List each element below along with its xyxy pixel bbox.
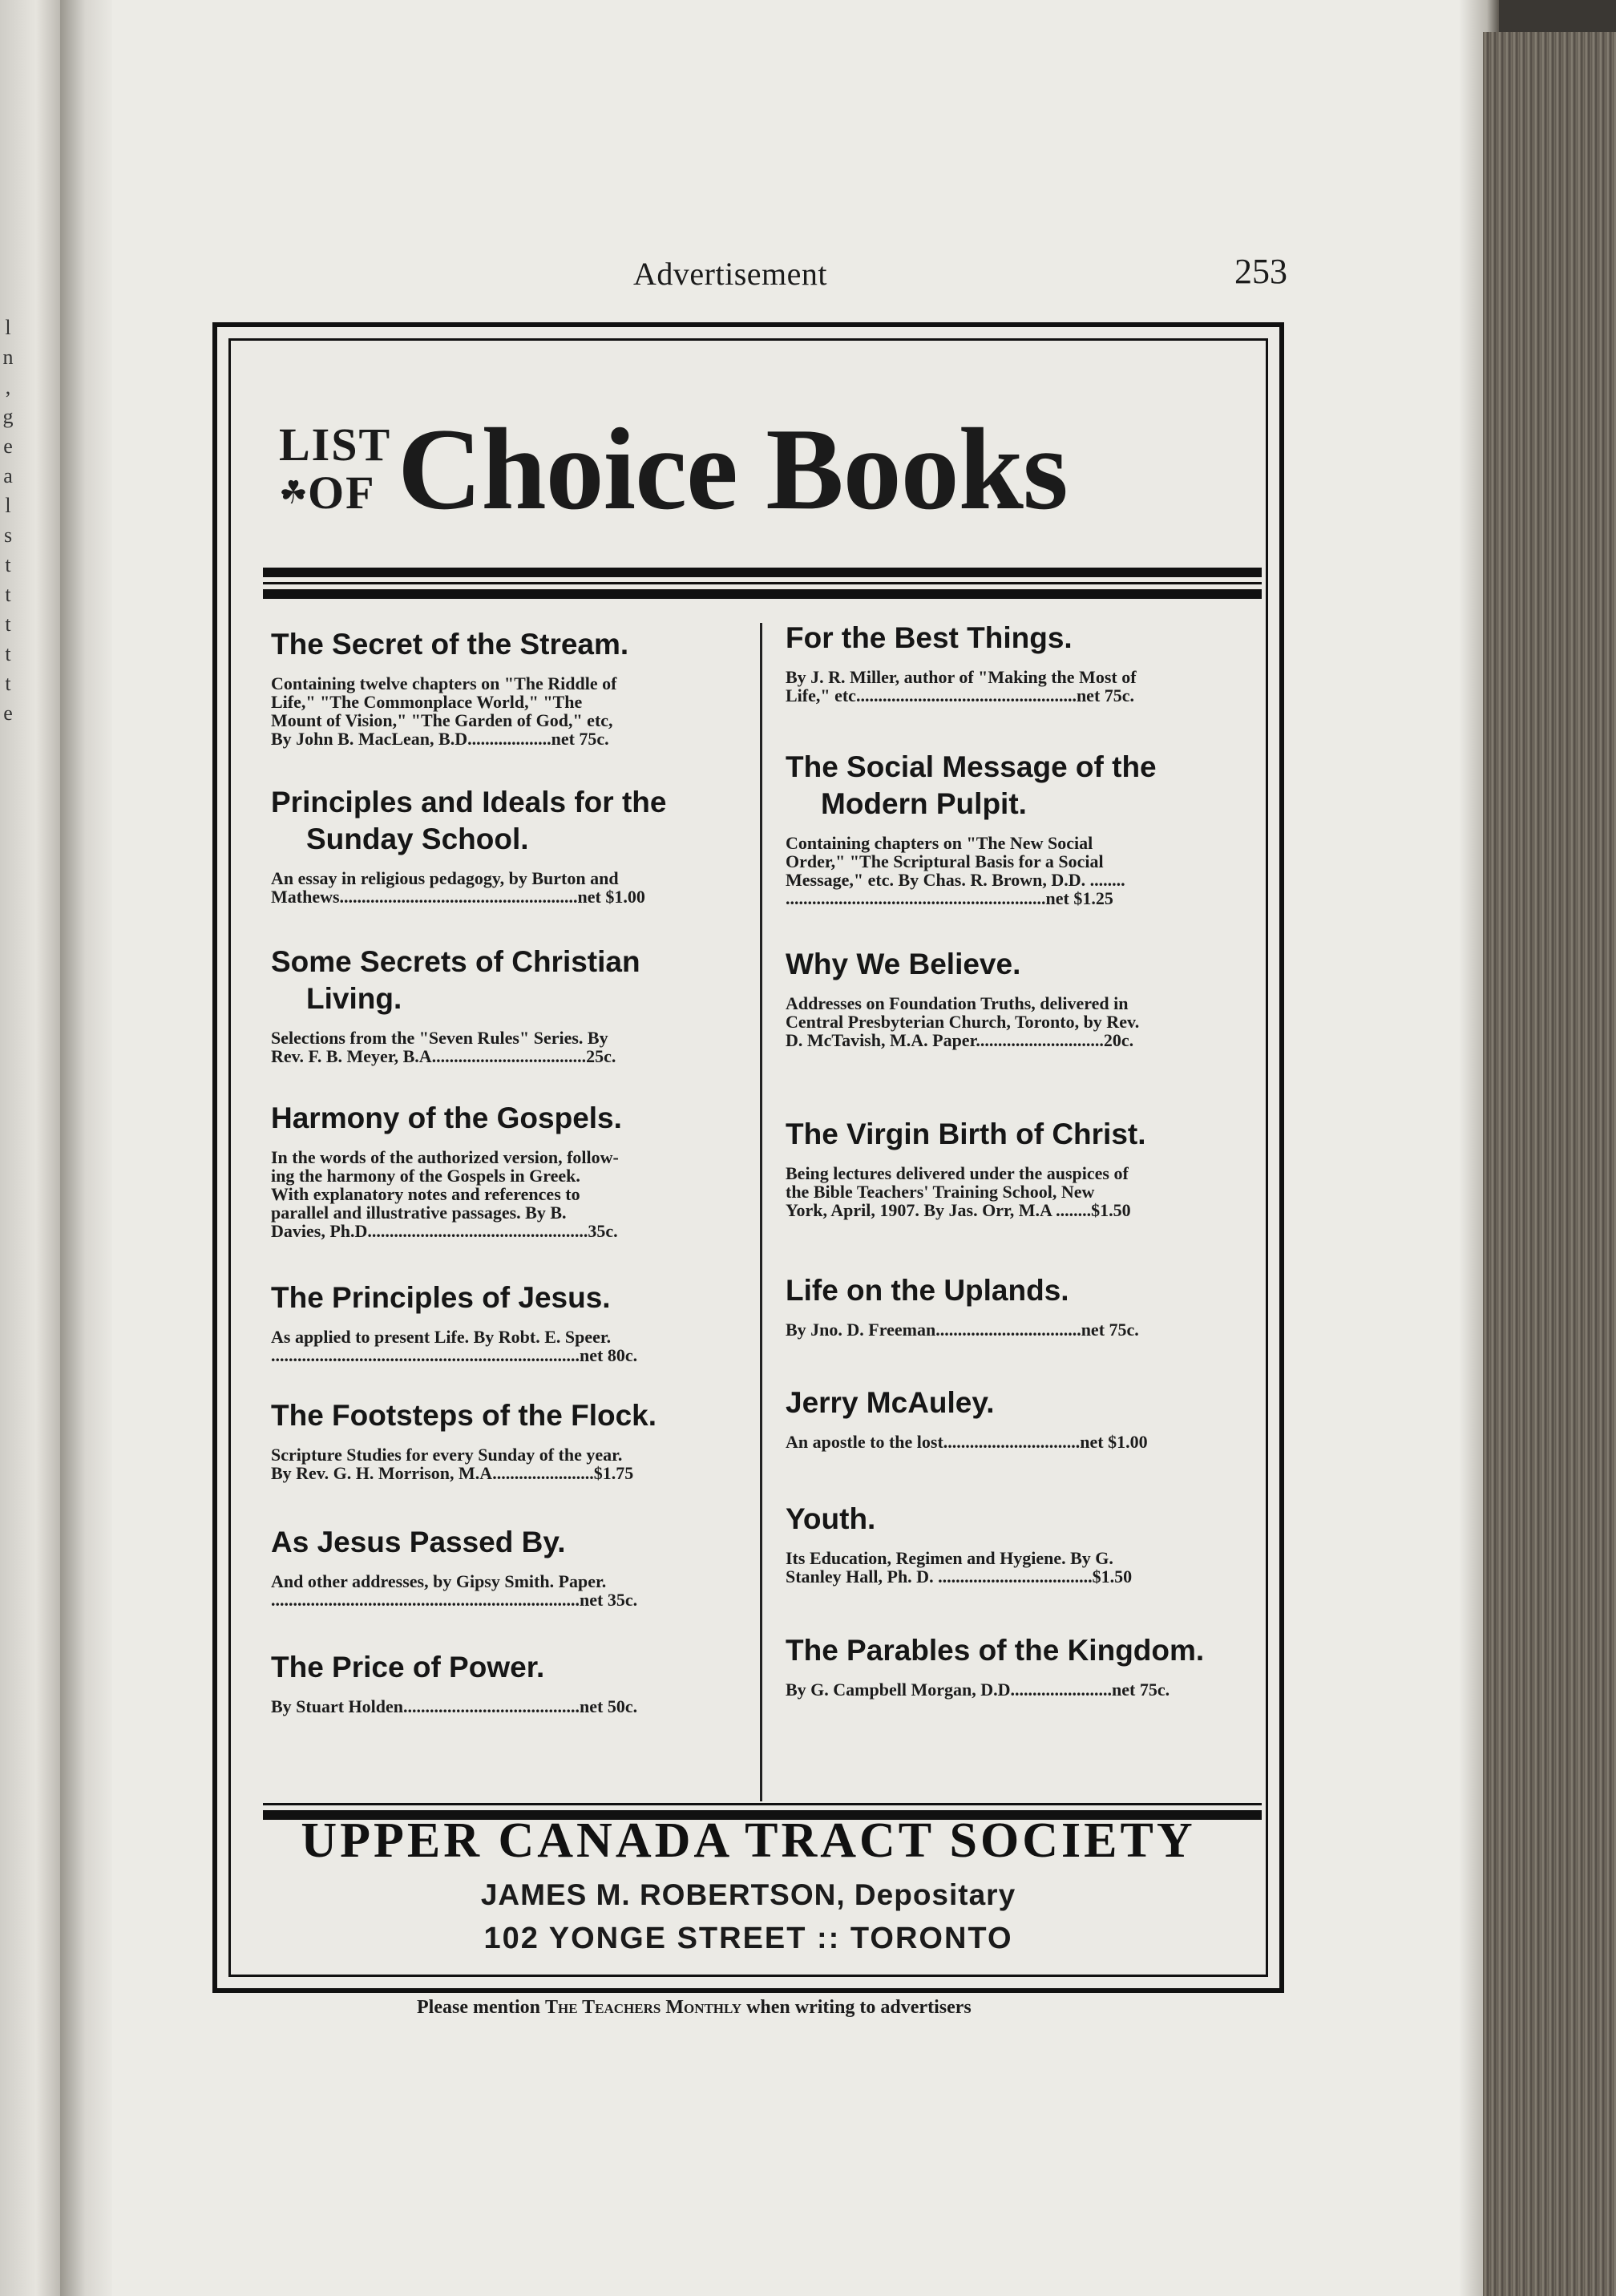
column-divider: [760, 623, 762, 1801]
facing-page-letter: t: [5, 672, 11, 695]
book-entry: [271, 1649, 752, 1716]
book-title: [786, 946, 1258, 983]
facing-page-letter: t: [5, 612, 11, 636]
book-description-line: An apostle to the lost...............................net $1.00: [786, 1432, 1148, 1452]
book-entry: [786, 749, 1258, 907]
book-description-line: Message," etc. By Chas. R. Brown, D.D. ........: [786, 870, 1125, 890]
book-description-line: Containing twelve chapters on "The Riddle of: [271, 673, 617, 693]
clover-ornament-icon: ☘: [279, 475, 308, 511]
footer-suffix: when writing to advertisers: [741, 1997, 972, 2018]
book-description: [786, 1549, 1258, 1586]
book-title-line: Sunday School.: [306, 823, 529, 855]
book-title: [786, 749, 1258, 823]
book-title-line: As Jesus Passed By.: [271, 1526, 566, 1558]
book-description-line: By John B. MacLean, B.D...................net 75c.: [271, 729, 609, 749]
book-title: [271, 1279, 752, 1316]
facing-page-text-edge: [0, 313, 16, 728]
book-title-line: The Parables of the Kingdom.: [786, 1634, 1205, 1667]
book-title-line: Harmony of the Gospels.: [271, 1102, 622, 1134]
book-title-line: The Social Message of the: [786, 750, 1157, 783]
book-title-line: Life on the Uplands.: [786, 1274, 1069, 1307]
book-entry: [271, 1100, 752, 1240]
book-description-line: ......................................................................net 35c.: [271, 1590, 638, 1610]
book-entry: [271, 1279, 752, 1364]
book-fore-edge: [1483, 32, 1616, 2296]
book-title-line: Principles and Ideals for the: [271, 786, 667, 819]
book-title: [271, 944, 752, 1017]
book-description-line: the Bible Teachers' Training School, New: [786, 1182, 1095, 1202]
book-entry: [786, 1501, 1258, 1586]
facing-page-letter: t: [5, 583, 11, 606]
book-description-line: By Jno. D. Freeman.................................net 75c.: [786, 1320, 1139, 1340]
book-title: [271, 1649, 752, 1686]
book-description-line: Stanley Hall, Ph. D. ...................................$1.50: [786, 1566, 1133, 1587]
book-description: [786, 834, 1258, 907]
book-title-line: The Secret of the Stream.: [271, 628, 629, 661]
book-description-line: Life," etc..................................................net 75c.: [786, 685, 1135, 705]
top-rule-band: [263, 568, 1262, 599]
facing-page: [0, 0, 60, 2296]
book-title: [271, 1100, 752, 1137]
book-description: [271, 1328, 752, 1364]
book-description-line: Selections from the "Seven Rules" Series. By: [271, 1028, 608, 1048]
book-title: [786, 1501, 1258, 1538]
book-description: [271, 1572, 752, 1609]
book-entry: [271, 1524, 752, 1609]
facing-page-letter: s: [3, 523, 13, 547]
heading-title: Choice Books: [398, 404, 1068, 534]
facing-page-letter: ,: [5, 375, 11, 398]
publisher-name: UPPER CANADA TRACT SOCIETY: [301, 1813, 1196, 1868]
book-description-line: An essay in religious pedagogy, by Burton and: [271, 868, 619, 888]
facing-page-letter: g: [2, 405, 14, 428]
book-description-line: By G. Campbell Morgan, D.D.......................net 75c.: [786, 1680, 1170, 1700]
book-description-line: Life," "The Commonplace World," "The: [271, 692, 583, 712]
book-description-line: ......................................................................net 80c.: [271, 1345, 638, 1365]
facing-page-letter: e: [3, 435, 13, 458]
book-entry: [786, 620, 1258, 705]
book-description-line: ...........................................................net $1.25: [786, 888, 1113, 908]
book-title-line: Jerry McAuley.: [786, 1386, 995, 1419]
heading-of: OF: [308, 467, 376, 519]
book-title-line: Modern Pulpit.: [821, 787, 1027, 820]
book-entry: [786, 1272, 1258, 1339]
book-title-line: Living.: [306, 982, 402, 1015]
book-description-line: D. McTavish, M.A. Paper.............................20c.: [786, 1030, 1134, 1050]
book-description-line: By Rev. G. H. Morrison, M.A.......................$1.75: [271, 1463, 634, 1483]
book-entry: [786, 946, 1258, 1049]
book-description-line: Addresses on Foundation Truths, delivered in: [786, 993, 1129, 1013]
book-description-line: Rev. F. B. Meyer, B.A...................................25c.: [271, 1046, 616, 1066]
book-description: [786, 1320, 1258, 1339]
book-description-line: ing the harmony of the Gospels in Greek.: [271, 1166, 580, 1186]
book-description: [271, 674, 752, 748]
book-title: [786, 1272, 1258, 1309]
book-title-line: The Virgin Birth of Christ.: [786, 1118, 1146, 1150]
book-title-line: For the Best Things.: [786, 621, 1073, 654]
book-description: [786, 1164, 1258, 1219]
book-title-line: The Footsteps of the Flock.: [271, 1399, 657, 1432]
book-description-line: parallel and illustrative passages. By B.: [271, 1203, 567, 1223]
facing-page-letter: l: [5, 316, 11, 339]
book-description-line: As applied to present Life. By Robt. E. Speer.: [271, 1327, 612, 1347]
book-description: [271, 869, 752, 906]
book-description-line: Order," "The Scriptural Basis for a Social: [786, 851, 1104, 871]
book-description-line: Being lectures delivered under the auspices of: [786, 1163, 1129, 1183]
book-description: [786, 1433, 1258, 1451]
running-head: Advertisement: [633, 256, 827, 292]
book-title: [786, 1632, 1258, 1669]
depositary-line: JAMES M. ROBERTSON, Depositary: [480, 1878, 1016, 1911]
book-description-line: Scripture Studies for every Sunday of the year.: [271, 1445, 623, 1465]
book-entry: [786, 1632, 1258, 1699]
facing-page-letter: l: [5, 494, 11, 517]
book-description: [271, 1697, 752, 1716]
book-title-line: Some Secrets of Christian: [271, 945, 640, 978]
book-title: [271, 1397, 752, 1434]
facing-page-letter: a: [3, 464, 13, 487]
book-description: [786, 1680, 1258, 1699]
book-entry: [786, 1116, 1258, 1219]
book-entry: [786, 1384, 1258, 1451]
book-description-line: Central Presbyterian Church, Toronto, by Rev.: [786, 1012, 1140, 1032]
heading-list: LIST: [279, 418, 392, 471]
book-entry: [271, 784, 752, 906]
facing-page-letter: e: [3, 701, 13, 725]
book-description: [271, 1029, 752, 1065]
book-description-line: Mathews......................................................net $1.00: [271, 887, 645, 907]
book-title: [786, 620, 1258, 657]
book-description: [271, 1148, 752, 1240]
book-description-line: In the words of the authorized version, follow-: [271, 1147, 619, 1167]
book-gutter: [60, 0, 116, 2296]
ad-heading: [279, 405, 1273, 541]
facing-page-letter: t: [5, 553, 11, 576]
book-description-line: York, April, 1907. By Jas. Orr, M.A ........$1.50: [786, 1200, 1131, 1220]
book-description: [271, 1445, 752, 1482]
book-title: [786, 1116, 1258, 1153]
book-description-line: And other addresses, by Gipsy Smith. Paper.: [271, 1571, 607, 1591]
advertisement-frame: [212, 322, 1284, 1993]
page-number: 253: [1234, 252, 1287, 291]
book-description: [786, 994, 1258, 1049]
footer-prefix: Please mention: [417, 1997, 545, 2018]
book-description-line: By J. R. Miller, author of "Making the Most of: [786, 667, 1137, 687]
book-title-line: The Principles of Jesus.: [271, 1281, 611, 1314]
book-title-line: The Price of Power.: [271, 1651, 545, 1684]
facing-page-letter: n: [2, 346, 14, 369]
book-description-line: With explanatory notes and references to: [271, 1184, 580, 1204]
book-title-line: Why We Believe.: [786, 948, 1021, 980]
footer-note: [417, 1997, 972, 2019]
footer-magazine: The Teachers Monthly: [544, 1997, 742, 2018]
book-description-line: Mount of Vision," "The Garden of God," etc,: [271, 710, 613, 730]
book-title: [786, 1384, 1258, 1421]
book-description-line: Containing chapters on "The New Social: [786, 833, 1093, 853]
book-description-line: Its Education, Regimen and Hygiene. By G.: [786, 1548, 1113, 1568]
book-title: [271, 626, 752, 663]
address-line: 102 YONGE STREET :: TORONTO: [483, 1922, 1013, 1955]
book-title-line: Youth.: [786, 1502, 876, 1535]
advertisement-inner-border: [228, 338, 1268, 1977]
book-entry: [271, 626, 752, 748]
book-title: [271, 1524, 752, 1561]
book-description: [786, 668, 1258, 705]
facing-page-letter: t: [5, 642, 11, 665]
book-entry: [271, 944, 752, 1065]
book-description-line: Davies, Ph.D..................................................35c.: [271, 1221, 618, 1241]
book-description-line: By Stuart Holden........................................net 50c.: [271, 1696, 638, 1716]
book-entry: [271, 1397, 752, 1482]
book-title: [271, 784, 752, 858]
